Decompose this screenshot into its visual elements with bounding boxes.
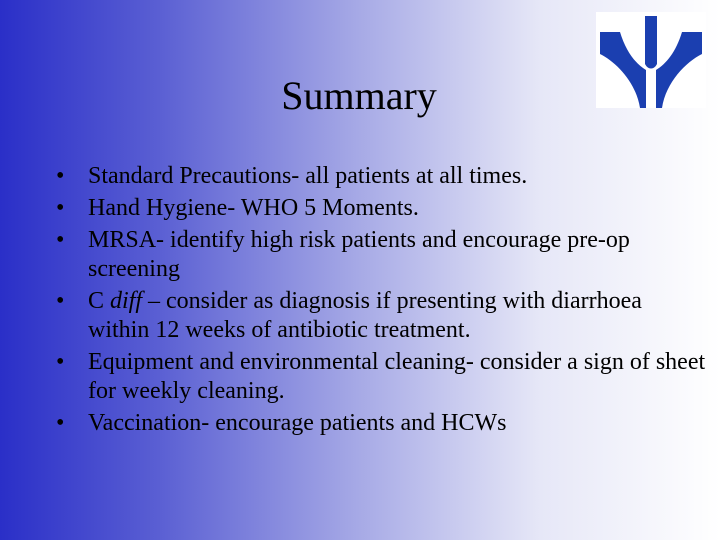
bullet-text: Equipment and environmental cleaning- consider a sign of sheet for weekly cleaning.	[88, 349, 706, 404]
bullet-prefix: C	[88, 288, 111, 314]
bullet-item	[56, 226, 706, 284]
bullet-dot: •	[56, 288, 65, 314]
bullet-emphasis: diff	[110, 288, 143, 314]
bullet-dot: •	[56, 163, 65, 189]
bullet-text: Hand Hygiene- WHO 5 Moments.	[88, 195, 419, 221]
bullet-text	[88, 288, 642, 343]
bullet-item	[56, 348, 706, 406]
bullet-item	[56, 287, 706, 345]
bullet-item	[56, 162, 706, 191]
slide-title: Summary	[281, 73, 437, 118]
bullet-dot: •	[56, 349, 65, 375]
bullet-dot: •	[56, 195, 65, 221]
bullet-text: Standard Precautions- all patients at all times.	[88, 163, 528, 189]
bullet-suffix: – consider as diagnosis if presenting with diarrhoea within 12 weeks of antibiotic treatment.	[88, 288, 642, 343]
bullet-text: MRSA- identify high risk patients and encourage pre-op screening	[88, 227, 630, 282]
bullet-item	[56, 194, 706, 223]
logo-center-bar	[645, 16, 657, 69]
bullet-dot: •	[56, 227, 65, 253]
bullet-dot: •	[56, 410, 65, 436]
bullet-text: Vaccination- encourage patients and HCWs	[88, 410, 507, 436]
bullet-list	[56, 162, 706, 441]
bullet-item	[56, 409, 706, 438]
